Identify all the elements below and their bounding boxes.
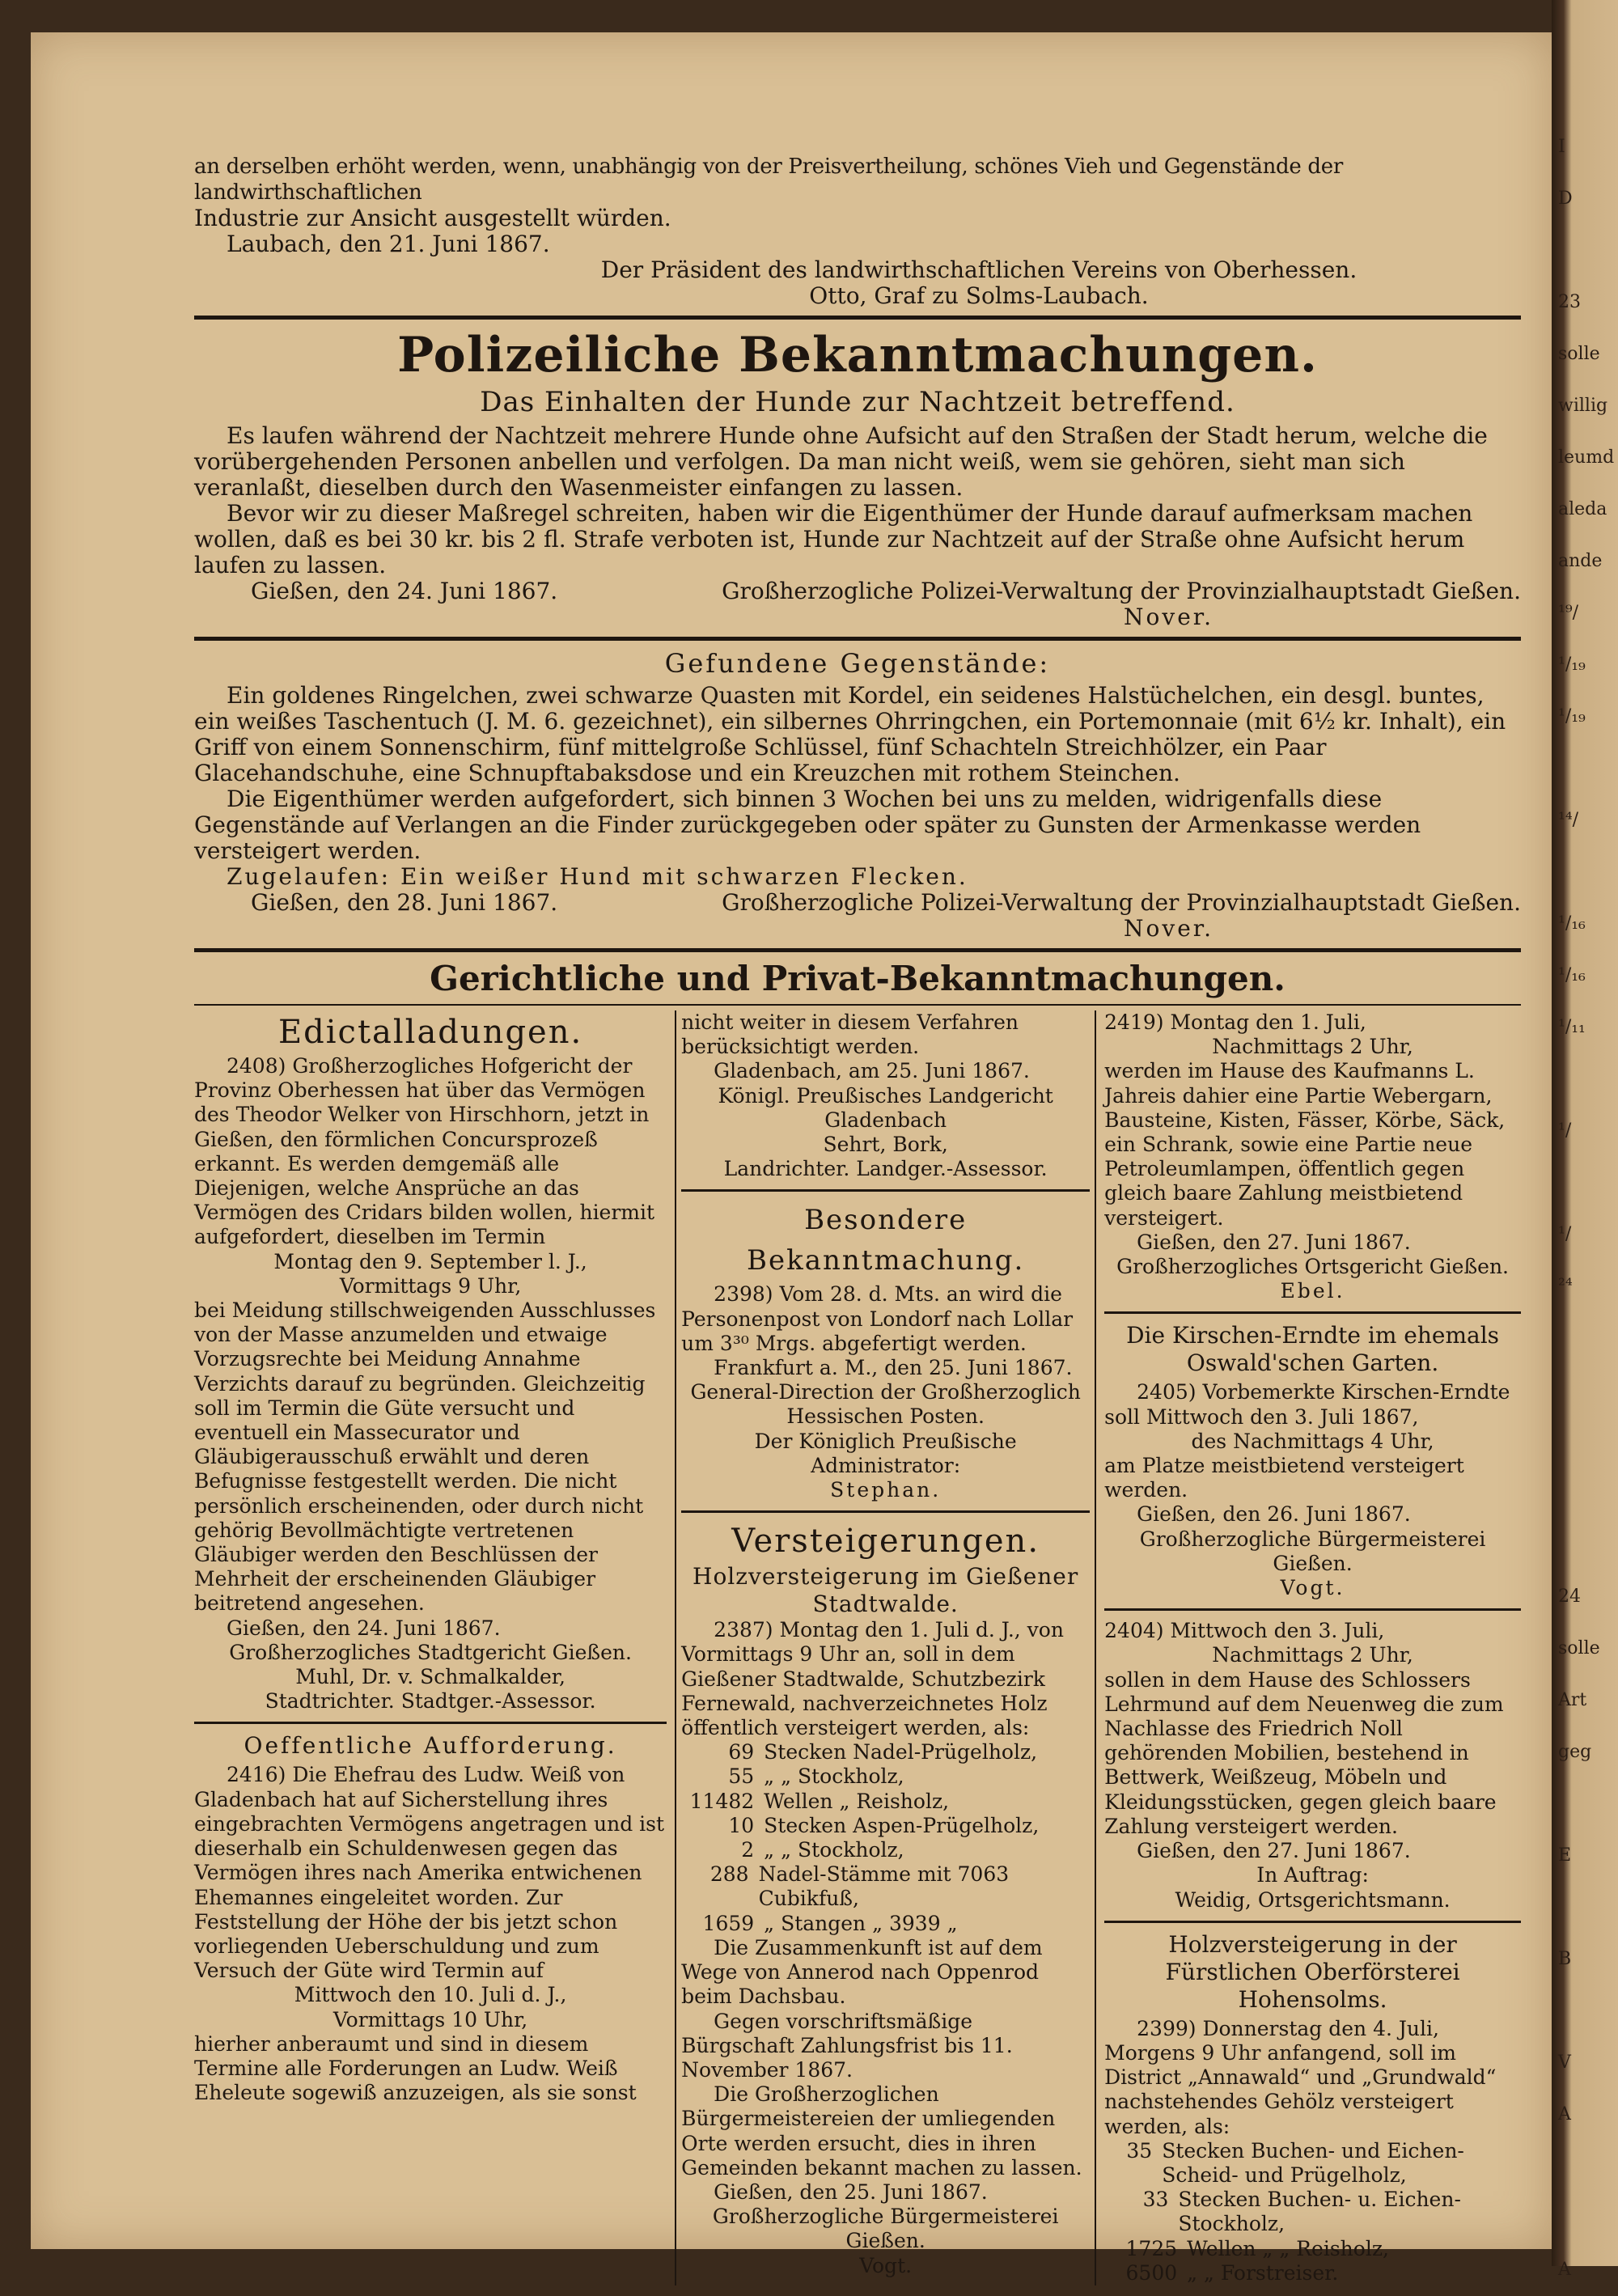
divider bbox=[1104, 1311, 1521, 1314]
item-qty: 1659 bbox=[702, 1911, 755, 1935]
top-sign-1: Der Präsident des landwirthschaftlichen Vereins von Oberhessen. bbox=[600, 256, 1358, 283]
besondere-sign-1: General-Direction der Großherzoglich bbox=[690, 1380, 1081, 1404]
item-qty: 2 bbox=[741, 1838, 755, 1862]
hohensolms-body: 2399) Donnerstag den 4. Juli, Morgens 9 Uhr anfangend, soll im District „Annawald“ und „Grundwald“ nachstehendes Gehölz versteigert werden, als: bbox=[1104, 2016, 1497, 2138]
three-columns bbox=[194, 1010, 1521, 2285]
item-text: „ Stangen „ 3939 „ bbox=[764, 1911, 958, 1935]
kirschen-body-3: am Platze meistbietend versteigert werden. bbox=[1104, 1454, 1464, 1502]
list-item bbox=[681, 1814, 1090, 1838]
top-line-1: an derselben erhöht werden, wenn, unabhängig von der Preisvertheilung, schönes Vieh und Gegenstände der landwirthschaftlichen bbox=[194, 155, 1343, 205]
besondere-body: 2398) Vom 28. d. Mts. an wird die Personenpost von Londorf nach Lollar um 3³⁰ Mrgs. abgefertigt werden. bbox=[681, 1282, 1074, 1355]
list-item bbox=[1104, 2261, 1521, 2285]
noll-head-1: 2404) Mittwoch den 3. Juli, bbox=[1104, 1619, 1385, 1643]
kirschen-date: Gießen, den 26. Juni 1867. bbox=[1137, 1502, 1411, 1527]
item-qty: 11482 bbox=[689, 1789, 755, 1813]
found-stray: Zugelaufen: Ein weißer Hund mit schwarzen Flecken. bbox=[227, 863, 968, 890]
item-qty: 69 bbox=[728, 1740, 755, 1764]
besondere-sign-3: Der Königlich Preußische Administrator: bbox=[754, 1429, 1017, 1477]
polizei-p1: Es laufen während der Nachtzeit mehrere Hunde ohne Aufsicht auf den Straßen der Stadt herum, welche die vorübergehenden Personen anbellen und verfolgen. Da man nicht weiß, wem sie gehören, sieht man sich veranlaßt, dieselben durch den Wasenmeister einfangen zu lassen. bbox=[194, 422, 1488, 501]
polizei-date: Gießen, den 24. Juni 1867. bbox=[251, 578, 558, 604]
edictal-term-1: Montag den 9. September l. J., bbox=[273, 1249, 587, 1273]
edictal-body-1: 2408) Großherzogliches Hofgericht der Provinz Oberhessen hat über das Vermögen des Theodor Welker von Hirschhorn, jetzt in Gießen, den förmlichen Concursprozeß erkannt. Es werden demgemäß alle Diejenigen, welche Ansprüche an das Vermögen des Cridars bilden wollen, hiermit aufgefordert, dieselben im Termin bbox=[194, 1054, 655, 1249]
jahreis-court: Großherzogliches Ortsgericht Gießen. bbox=[1116, 1255, 1510, 1279]
besondere-sign-2: Hessischen Posten. bbox=[786, 1404, 985, 1429]
holz-sign-1: Großherzogliche Bürgermeisterei Gießen. bbox=[712, 2205, 1059, 2253]
holz-body-2: Die Zusammenkunft ist auf dem Wege von Annerod nach Oppenrod beim Dachsbau. bbox=[681, 1935, 1043, 2009]
list-item bbox=[681, 1912, 1090, 1936]
divider bbox=[194, 1004, 1521, 1006]
divider bbox=[194, 637, 1521, 641]
gericht-title: Gerichtliche und Privat-Bekanntmachungen. bbox=[430, 959, 1286, 998]
versteigerungen-title: Versteigerungen. bbox=[731, 1523, 1040, 1561]
list-item bbox=[1104, 2237, 1521, 2261]
list-item bbox=[681, 1862, 1090, 1911]
kirschen-title: Die Kirschen-Erndte im ehemals Oswald'schen Garten. bbox=[1126, 1322, 1500, 1377]
list-item bbox=[1104, 2188, 1521, 2236]
divider bbox=[681, 1189, 1090, 1192]
next-page-fragment: I D 23 solle willig leumd aleda ande ¹⁹/ ¹/₁₉ ¹/₁₉ ¹⁴/ ¹/₁₆ ¹/₁₆ ¹/₁₁ ¹/ ¹/ ²⁴ 24 solle Art geg E B V A A bbox=[1558, 137, 1615, 2280]
holz-sign-2: Vogt. bbox=[859, 2253, 913, 2277]
edictal-body-2: bei Meidung stillschweigenden Ausschlusses von der Masse anzumelden und etwaige Vorzugsrechte bei Meidung Annahme Verzichts darauf zu begründen. Gleichzeitig soll im Termin die Güte versucht und eventuell ein Massecurator und Gläubigerausschuß erwählt und deren Befugnisse festgestellt werden. Die nicht persönlich erscheinenden, oder durch nicht gehörig Bevollmächtigte vertretenen Gläubiger werden den Beschlüssen der Mehrheit der erscheinenden Gläubiger beitretend angesehen. bbox=[194, 1298, 656, 1616]
besondere-sign-4: Stephan. bbox=[830, 1478, 942, 1502]
kirschen-court: Großherzogliche Bürgermeisterei Gießen. bbox=[1139, 1527, 1486, 1575]
list-item bbox=[1104, 2139, 1521, 2188]
col2-continuation: nicht weiter in diesem Verfahren berücksichtigt werden. bbox=[681, 1010, 1019, 1059]
holz-body-3: Gegen vorschriftsmäßige Bürgschaft Zahlungsfrist bis 11. November 1867. bbox=[681, 2009, 1013, 2082]
found-authority: Großherzogliche Polizei-Verwaltung der Provinzialhauptstadt Gießen. bbox=[722, 889, 1521, 916]
item-text: „ „ Forstreiser. bbox=[1187, 2260, 1339, 2285]
list-item bbox=[681, 1790, 1090, 1814]
item-text: Stecken Nadel-Prügelholz, bbox=[764, 1740, 1038, 1764]
top-date: Laubach, den 21. Juni 1867. bbox=[227, 231, 550, 257]
edictal-date: Gießen, den 24. Juni 1867. bbox=[227, 1616, 501, 1640]
found-name: Nover. bbox=[1124, 915, 1214, 942]
kirschen-body-1: 2405) Vorbemerkte Kirschen-Erndte soll Mittwoch den 3. Juli 1867, bbox=[1104, 1380, 1510, 1429]
kirschen-name: Vogt. bbox=[1280, 1576, 1345, 1600]
item-qty: 55 bbox=[728, 1764, 755, 1789]
noll-auftrag: In Auftrag: bbox=[1256, 1863, 1369, 1887]
found-title: Gefundene Gegenstände: bbox=[664, 648, 1051, 679]
item-qty: 1725 bbox=[1125, 2236, 1178, 2260]
besondere-date: Frankfurt a. M., den 25. Juni 1867. bbox=[714, 1356, 1073, 1380]
list-item bbox=[681, 1740, 1090, 1764]
divider bbox=[1104, 1608, 1521, 1611]
kirschen-body-2: des Nachmittags 4 Uhr, bbox=[1191, 1429, 1434, 1453]
noll-name: Weidig, Ortsgerichtsmann. bbox=[1175, 1887, 1451, 1912]
item-qty: 288 bbox=[709, 1862, 749, 1887]
polizei-footer bbox=[194, 578, 1521, 604]
column-2 bbox=[675, 1010, 1096, 2285]
holz-body-1: 2387) Montag den 1. Juli d. J., von Vormittags 9 Uhr an, soll in dem Gießener Stadtwalde, Schutzbezirk Fernewald, nachverzeichnetes Holz öffentlich versteigert werden, als: bbox=[681, 1618, 1064, 1740]
found-p2: Die Eigenthümer werden aufgefordert, sich binnen 3 Wochen bei uns zu melden, widrigenfalls diese Gegenstände auf Verlangen an die Finder zurückgegeben oder später zu Gunsten der Armenkasse werden versteigert werden. bbox=[194, 786, 1421, 864]
besondere-title: Besondere Bekanntmachung. bbox=[747, 1204, 1025, 1277]
col2-names: Sehrt, Bork, bbox=[823, 1133, 948, 1157]
divider bbox=[194, 1722, 667, 1724]
item-text: Stecken Aspen-Prügelholz, bbox=[764, 1813, 1040, 1837]
polizei-p2: Bevor wir zu dieser Maßregel schreiten, haben wir die Eigenthümer der Hunde darauf aufmerksam machen wollen, daß es bei 30 kr. bis 2 fl. Strafe verboten ist, Hunde zur Nachtzeit auf der Straße ohne Aufsicht herum laufen zu lassen. bbox=[194, 500, 1473, 578]
edictal-term-2: Vormittags 9 Uhr, bbox=[339, 1273, 522, 1298]
edictal-roles: Stadtrichter. Stadtger.-Assessor. bbox=[265, 1689, 596, 1714]
polizei-title: Polizeiliche Bekanntmachungen. bbox=[397, 327, 1318, 383]
hohensolms-title: Holzversteigerung in der Fürstlichen Oberförsterei Hohensolms. bbox=[1165, 1930, 1460, 2013]
column-3 bbox=[1096, 1010, 1521, 2285]
item-qty: 10 bbox=[728, 1813, 755, 1837]
newspaper-page bbox=[31, 32, 1552, 2285]
item-qty: 33 bbox=[1142, 2188, 1169, 2212]
item-text: „ „ Stockholz, bbox=[764, 1838, 904, 1862]
noll-date: Gießen, den 27. Juni 1867. bbox=[1137, 1839, 1411, 1863]
jahreis-head-2: Nachmittags 2 Uhr, bbox=[1212, 1035, 1413, 1059]
col2-court: Königl. Preußisches Landgericht Gladenbach bbox=[718, 1083, 1053, 1132]
list-item bbox=[681, 1764, 1090, 1789]
aufforderung-body-1: 2416) Die Ehefrau des Ludw. Weiß von Gladenbach hat auf Sicherstellung ihres eingebrachten Vermögens angetragen und ist dieserhalb ein Schuldenwesen gegen das Vermögen ihres nach Amerika entwichenen Ehemannes eingeleitet worden. Zur Feststellung der Höhe der bis jetzt schon vorliegenden Ueberschuldung und zum Versuch der Güte wird Termin auf bbox=[194, 1763, 665, 1983]
divider bbox=[194, 316, 1521, 320]
top-line-2: Industrie zur Ansicht ausgestellt würden. bbox=[194, 205, 671, 231]
polizei-body bbox=[194, 423, 1521, 630]
jahreis-name: Ebel. bbox=[1280, 1279, 1345, 1303]
jahreis-body: werden im Hause des Kaufmanns L. Jahreis dahier eine Partie Webergarn, Bausteine, Kisten, Fässer, Körbe, Säck, ein Schrank, sowie eine Partie neue Petroleumlampen, öffentlich gegen gleich baare Zahlung meistbietend versteigert. bbox=[1104, 1059, 1506, 1230]
holz-body-4: Die Großherzoglichen Bürgermeistereien der umliegenden Orte werden ersucht, dies in ihren Gemeinden bekannt machen zu lassen. bbox=[681, 2082, 1082, 2180]
col2-roles: Landrichter. Landger.-Assessor. bbox=[723, 1157, 1048, 1181]
aufforderung-title: Oeffentliche Aufforderung. bbox=[244, 1732, 617, 1760]
top-notice bbox=[194, 154, 1521, 309]
edictal-names: Muhl, Dr. v. Schmalkalder, bbox=[295, 1665, 565, 1689]
item-text: Nadel-Stämme mit 7063 Cubikfuß, bbox=[758, 1862, 1010, 1911]
item-qty: 6500 bbox=[1125, 2260, 1178, 2285]
item-text: Wellen „ Reisholz, bbox=[764, 1789, 950, 1813]
item-text: Stecken Buchen- und Eichen-Scheid- und Prügelholz, bbox=[1162, 2138, 1464, 2187]
aufforderung-term-2: Vormittags 10 Uhr, bbox=[332, 2007, 528, 2031]
item-text: Stecken Buchen- u. Eichen-Stockholz, bbox=[1178, 2188, 1461, 2236]
edictal-court: Großherzogliches Stadtgericht Gießen. bbox=[229, 1640, 632, 1664]
item-qty: 35 bbox=[1126, 2138, 1153, 2163]
jahreis-date: Gießen, den 27. Juni 1867. bbox=[1137, 1230, 1411, 1254]
found-p1: Ein goldenes Ringelchen, zwei schwarze Quasten mit Kordel, ein seidenes Halstüchelchen, ein desgl. buntes, ein weißes Taschentuch (J. M. 6. gezeichnet), ein silbernes Ohrringchen, ein Portemonnaie (mit 6½ kr. Inhalt), ein Griff von einem Sonnenschirm, fünf mittelgroße Schlüssel, fünf Schachteln Streichhölzer, ein Paar Glacehandschuhe, eine Schnupftabaksdose und ein Kreuzchen mit rothem Steinchen. bbox=[194, 682, 1506, 786]
polizei-name: Nover. bbox=[1124, 604, 1214, 630]
divider bbox=[1104, 1921, 1521, 1923]
holz-subtitle: Holzversteigerung im Gießener Stadtwalde. bbox=[693, 1563, 1079, 1618]
top-sign-2: Otto, Graf zu Solms-Laubach. bbox=[809, 282, 1149, 309]
aufforderung-body-2: hierher anberaumt und sind in diesem Termine alle Forderungen an Ludw. Weiß Eheleute sogewiß anzuzeigen, als sie sonst bbox=[194, 2031, 637, 2105]
polizei-authority: Großherzogliche Polizei-Verwaltung der Provinzialhauptstadt Gießen. bbox=[722, 578, 1521, 604]
noll-head-2: Nachmittags 2 Uhr, bbox=[1212, 1643, 1413, 1667]
polizei-subtitle: Das Einhalten der Hunde zur Nachtzeit betreffend. bbox=[480, 386, 1235, 418]
col2-date: Gladenbach, am 25. Juni 1867. bbox=[714, 1059, 1030, 1083]
list-item bbox=[681, 1838, 1090, 1862]
found-body bbox=[194, 683, 1521, 942]
item-text: „ „ Stockholz, bbox=[764, 1764, 904, 1789]
noll-body: sollen in dem Hause des Schlossers Lehrmund auf dem Neuenweg die zum Nachlasse des Friedrich Noll gehörenden Mobilien, bestehend in Bettwerk, Weißzeug, Möbeln und Kleidungsstücken, gegen gleich baare Zahlung versteigert werden. bbox=[1104, 1667, 1504, 1838]
column-1 bbox=[194, 1010, 675, 2285]
item-text: Wellen „ „ Reisholz, bbox=[1187, 2236, 1389, 2260]
holz-items bbox=[681, 1740, 1090, 1936]
divider bbox=[194, 948, 1521, 952]
page-content bbox=[194, 154, 1521, 2285]
holz-date: Gießen, den 25. Juni 1867. bbox=[714, 2180, 988, 2204]
next-page-edge bbox=[1552, 0, 1618, 2280]
hohensolms-items bbox=[1104, 2139, 1521, 2285]
jahreis-head-1: 2419) Montag den 1. Juli, bbox=[1104, 1010, 1366, 1034]
found-date: Gießen, den 28. Juni 1867. bbox=[251, 889, 558, 916]
found-footer bbox=[194, 890, 1521, 916]
aufforderung-term-1: Mittwoch den 10. Juli d. J., bbox=[294, 1983, 567, 2007]
divider bbox=[681, 1510, 1090, 1513]
edictal-title: Edictalladungen. bbox=[277, 1014, 583, 1051]
